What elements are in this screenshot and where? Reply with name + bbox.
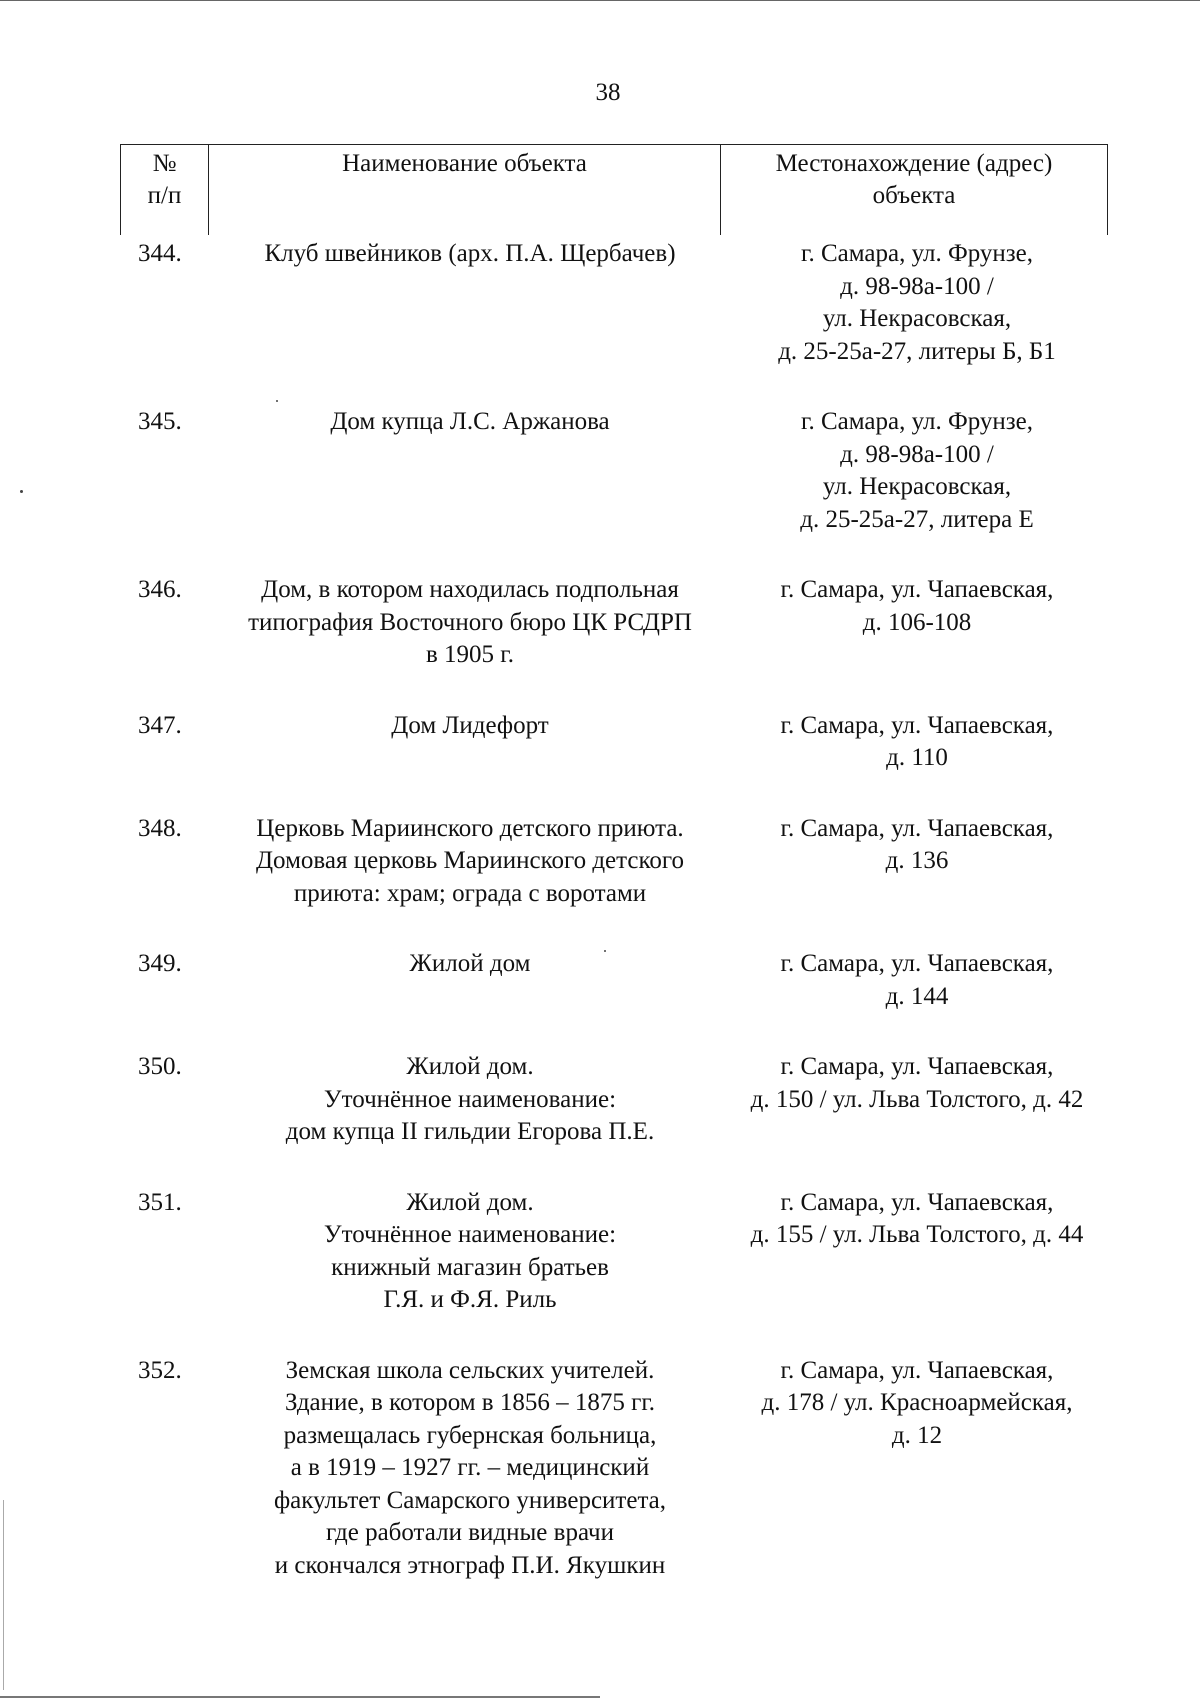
object-name-line: Земская школа сельских учителей. [285,1356,655,1384]
object-name [220,1051,720,1149]
object-address [720,948,1108,1013]
row-number: 345. [138,408,182,435]
page-number: 38 [595,79,621,106]
header-object-address [721,145,1107,235]
object-address [720,1051,1108,1149]
object-address-line: д. 25-25а-27, литера Е [800,505,1034,533]
header-number-line: п/п [147,182,182,209]
object-address-line: д. 12 [891,1421,943,1449]
object-name [220,406,720,536]
object-address-line: д. 136 [885,847,949,874]
object-address-line: д. 150 / ул. Льва Толстого, д. 42 [750,1085,1084,1113]
row-number: 348. [138,814,182,842]
object-name-line: Г.Я. и Ф.Я. Риль [383,1286,557,1313]
object-name-line: и скончался этнограф П.И. Якушкин [274,1551,666,1579]
object-address-line: г. Самара, ул. Чапаевская, [780,814,1054,842]
object-address [720,406,1108,536]
table-row [120,574,1108,672]
object-name [220,238,720,368]
row-number: 350. [138,1053,182,1080]
object-name-line: Церковь Мариинского детского приюта. [256,814,684,842]
object-address [720,574,1108,672]
object-address [720,710,1108,775]
object-name [220,710,720,775]
object-address-line: д. 155 / ул. Льва Толстого, д. 44 [750,1221,1084,1248]
row-number: 346. [138,576,182,603]
object-address-line: г. Самара, ул. Чапаевская, [780,1188,1054,1216]
object-name-line: Жилой дом. [406,1053,534,1080]
object-address [720,1187,1108,1317]
scan-speck [20,490,23,493]
object-address-line: д. 98-98а-100 / [840,440,994,468]
object-address-line: д. 110 [886,744,948,771]
table-row [120,710,1108,775]
object-name-line: Жилой дом. [406,1188,534,1216]
row-number: 347. [138,711,182,739]
header-name-line: Наименование объекта [342,150,587,177]
object-name-line: Жилой дом [409,950,531,977]
object-name-line: в 1905 г. [426,641,514,668]
table-header [120,144,1108,235]
object-name-line: факультет Самарского университета, [273,1486,667,1514]
object-name-line: Дом купца Л.С. Аржанова [330,408,610,435]
object-name-line: а в 1919 – 1927 гг. – медицинский [290,1454,650,1481]
object-address-line: г. Самара, ул. Чапаевская, [780,576,1054,603]
object-address-line: д. 25-25а-27, литеры Б, Б1 [778,337,1056,365]
header-number-line: № [152,150,177,177]
table-body [120,238,1108,1582]
header-address-line: объекта [872,182,956,209]
scan-speck [604,950,606,952]
object-address-line: г. Самара, ул. Фрунзе, [801,240,1033,267]
header-number [121,145,209,235]
object-address-line: д. 98-98а-100 / [840,272,994,300]
object-name [220,1187,720,1317]
table-row [120,406,1108,536]
object-name-line: Здание, в котором в 1856 – 1875 гг. [284,1389,656,1416]
scan-edge-line [0,1696,600,1698]
object-name [220,948,720,1013]
object-name-line: Дом, в котором находилась подпольная [261,576,679,603]
object-name-line: размещалась губернская больница, [283,1421,657,1449]
object-name-line: Клуб швейников (арх. П.А. Щербачев) [264,240,676,267]
object-address [720,813,1108,911]
header-address-line: Местонахождение (адрес) [775,150,1053,177]
scan-edge-line [0,0,1200,1]
object-name [220,813,720,911]
object-address-line: д. 106-108 [862,608,972,636]
object-address-line: д. 144 [885,982,949,1010]
object-address-line: г. Самара, ул. Чапаевская, [780,1053,1054,1080]
row-number: 349. [138,950,182,977]
scan-speck [276,400,278,402]
table-row [120,948,1108,1013]
object-address [720,238,1108,368]
table-row [120,1355,1108,1583]
object-name [220,574,720,672]
object-name-line: Уточнённое наименование: [323,1221,617,1248]
object-name-line: книжный магазин братьев [331,1253,609,1281]
header-object-name [209,145,721,235]
table-row [120,813,1108,911]
object-address-line: г. Самара, ул. Чапаевская, [780,1356,1054,1384]
object-name-line: Домовая церковь Мариинского детского [256,847,684,874]
row-number: 344. [138,240,182,267]
object-name-line: приюта: храм; ограда с воротами [293,879,647,907]
object-name [220,1355,720,1583]
object-name-line: дом купца II гильдии Егорова П.Е. [285,1118,655,1145]
row-number: 351. [138,1188,182,1216]
object-address-line: г. Самара, ул. Чапаевская, [780,711,1054,739]
table-row [120,1187,1108,1317]
object-name-line: типография Восточного бюро ЦК РСДРП [248,608,692,636]
table-row [120,1051,1108,1149]
object-name-line: Уточнённое наименование: [323,1085,617,1113]
table-row [120,238,1108,368]
object-address-line: г. Самара, ул. Чапаевская, [780,950,1054,977]
object-address-line: д. 178 / ул. Красноармейская, [761,1389,1073,1416]
object-address-line: ул. Некрасовская, [822,305,1012,332]
object-name-line: Дом Лидефорт [391,711,549,739]
row-number: 352. [138,1356,182,1384]
object-address-line: ул. Некрасовская, [822,473,1012,500]
object-address-line: г. Самара, ул. Фрунзе, [801,408,1033,435]
object-name-line: где работали видные врачи [326,1519,614,1546]
object-address [720,1355,1108,1583]
scan-edge-line [3,1500,4,1690]
